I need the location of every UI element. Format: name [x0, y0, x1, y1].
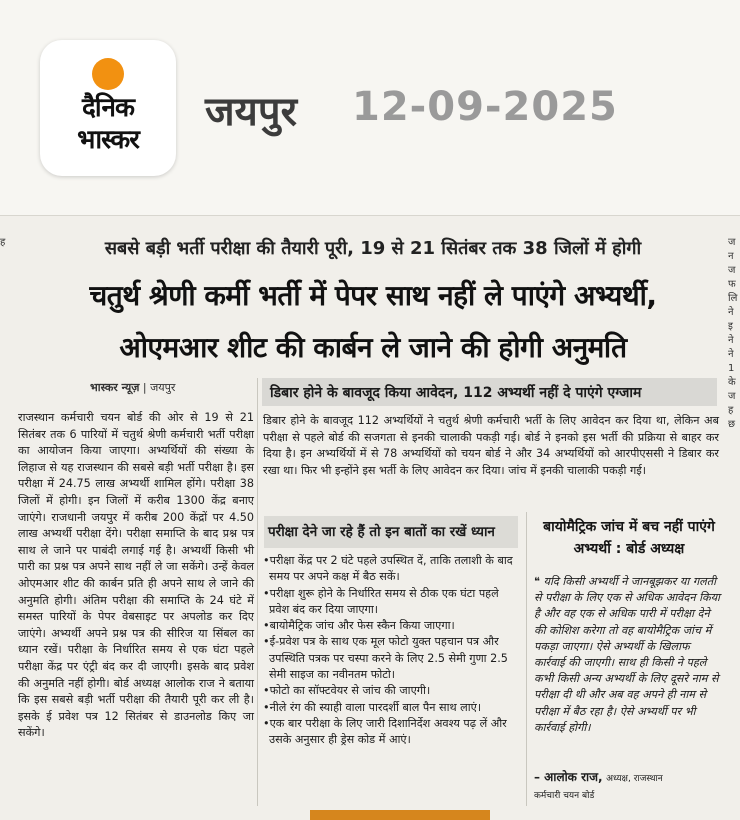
logo-text-line1: दैनिक: [82, 93, 134, 123]
column-rule-right: [526, 512, 527, 806]
tips-list: [263, 553, 519, 749]
dainik-bhaskar-logo: [40, 40, 176, 176]
column-rule-left: [257, 378, 258, 806]
quote-text: यदि किसी अभ्यर्थी ने जानबूझकर या गलती से परीक्षा के लिए एक से अधिक आवेदन किया है और वह एक से अधिक पारी में परीक्षा देने की कोशिश करेगा तो वह बायोमैट्रिक जांच में पकड़ा जाएगा। ऐसे अभ्यर्थी के खिलाफ कार्रवाई की जाएगी। साथ ही किसी ने पहले कभी किसी अन्य अभ्यर्थी के लिए दूसरे नाम से परीक्षा दी थी और अब वह अपने ही नाम से परीक्षा में बैठ रहा है। ऐसे अभ्यर्थी पर भी कार्रवाई होगी।: [534, 575, 720, 734]
edition-date: 12-09-2025: [352, 84, 618, 130]
quote-role-line1: अध्यक्ष, राजस्थान: [606, 774, 663, 784]
main-story-body: राजस्थान कर्मचारी चयन बोर्ड की ओर से 19 से 21 सितंबर तक 6 पारियों में चतुर्थ श्रेणी कर्मचारी भर्ती परीक्षा का आयोजन किया जाएगा। अभ्यर्थियों की संख्या के लिहाज से यह राजस्थान की सबसे बड़ी भर्ती परीक्षा है। इस परीक्षा में 24.75 लाख अभ्यर्थी शामिल होंगे। परीक्षा 38 जिलों में होगी। इन जिलों में करीब 1300 केंद्र बनाए जाएंगे। राजधानी जयपुर में करीब 200 केंद्रों पर 4.50 लाख अभ्यर्थी परीक्षा देंगे। परीक्षा समाप्ति के बाद प्रश्न पत्र साथ ले जाने पर पाबंदी लगाई गई है। अभ्यर्थी किसी भी पारी का प्रश्न पत्र अपने साथ नहीं ले जा सकेंगे। उन्हें केवल ओएमआर शीट की कार्बन प्रति ही अपने साथ ले जाने की अनुमति होगी। अंतिम परीक्षा की समाप्ति के 24 घंटे में समस्त पारियों के पेपर वेबसाइट पर अपलोड कर दिए जाएंगे। अभ्यर्थी अपने प्रश्न पत्र की सीरिज या सिंबल का ध्यान रखें। परीक्षा के निर्धारित समय से एक घंटा पहले परीक्षा केंद्र पर एंट्री बंद कर दी जाएगी। इसके बाद प्रवेश की अनुमति नहीं होगी। बोर्ड अध्यक्ष आलोक राज ने बताया कि इस सबसे बड़ी भर्ती परीक्षा की तैयारी पूरी कर ली है। इसके ई प्रवेश पत्र 12 सितंबर से डाउनलोड किए जा सकेंगे।: [18, 411, 254, 740]
debar-story-body: डिबार होने के बावजूद 112 अभ्यर्थियों ने चतुर्थ श्रेणी कर्मचारी भर्ती के लिए आवेदन कर दिया था, लेकिन अब परीक्षा से पहले बोर्ड की सजगता से इनकी चालाकी पकड़ी गई। बोर्ड ने इनको इस भर्ती की प्रक्रिया से बाहर कर दिया है। इन अभ्यर्थियों में से 78 अभ्यर्थियों को चयन बोर्ड ने और 34 अभ्यर्थियों को आरपीएससी ने डिबार कर रखा था। फिर भी इन्होंने इस भर्ती के लिए आवेदन कर दिया। जांच में इनकी चालाकी पकड़ी गई।: [263, 414, 719, 477]
quote-block: [534, 574, 722, 736]
bottom-accent-bar: [310, 810, 490, 820]
quote-title: बायोमैट्रिक जांच में बच नहीं पाएंगे अभ्यर्थी : बोर्ड अध्यक्ष: [543, 519, 715, 557]
headline-line-2: ओएमआर शीट की कार्बन ले जाने की होगी अनुमति: [119, 331, 627, 364]
byline: भास्कर न्यूज़ | जयपुर: [90, 381, 176, 394]
quote-mark-icon: ❝: [534, 575, 540, 588]
left-column-fragment: ह: [0, 237, 6, 248]
logo-text-line2: भास्कर: [77, 125, 139, 155]
tips-title: परीक्षा देने जा रहे हैं तो इन बातों का रखें ध्यान: [268, 524, 495, 540]
sun-icon: [92, 58, 124, 90]
edition-city: जयपुर: [205, 89, 297, 135]
article-kicker: सबसे बड़ी भर्ती परीक्षा की तैयारी पूरी, 19 से 21 सितंबर तक 38 जिलों में होगी: [104, 238, 642, 259]
app-header: [0, 0, 740, 215]
quote-name: – आलोक राज,: [534, 770, 603, 784]
right-column-fragment: ज न ज फ लि ने इ ने ने 1 के ज ह छ: [728, 237, 738, 430]
quote-signature: [534, 768, 724, 785]
tip-item: • नीले रंग की स्याही वाला पारदर्शी बाल पैन साथ लाएं।: [263, 700, 519, 716]
tip-item: • बायोमैट्रिक जांच और फेस स्कैन किया जाएगा।: [263, 618, 519, 634]
subhead-title: डिबार होने के बावजूद किया आवेदन, 112 अभ्यर्थी नहीं दे पाएंगे एग्जाम: [270, 385, 642, 401]
tip-item: • परीक्षा केंद्र पर 2 घंटे पहले उपस्थित दें, ताकि तलाशी के बाद समय पर अपने कक्ष में बैठ सकें।: [263, 553, 519, 586]
tip-item: • एक बार परीक्षा के लिए जारी दिशानिर्देश अवश्य पढ़ लें और उसके अनुसार ही ड्रेस कोड में आएं।: [263, 716, 519, 749]
tip-item: • फोटो का सॉफ्टवेयर से जांच की जाएगी।: [263, 683, 519, 699]
headline-line-1: चतुर्थ श्रेणी कर्मी भर्ती में पेपर साथ नहीं ले पाएंगे अभ्यर्थी,: [89, 279, 657, 312]
byline-source: भास्कर न्यूज़: [90, 381, 140, 394]
tip-item: • परीक्षा शुरू होने के निर्धारित समय से ठीक एक घंटा पहले प्रवेश बंद कर दिया जाएगा।: [263, 586, 519, 619]
tip-item: • ई-प्रवेश पत्र के साथ एक मूल फोटो युक्त पहचान पत्र और उपस्थिति पत्रक पर चस्पा करने के लिए 2.5 सेमी गुणा 2.5 सेमी साइज का नवीनतम फोटो।: [263, 634, 519, 683]
quote-role-line2: कर्मचारी चयन बोर्ड: [534, 791, 595, 801]
byline-city: जयपुर: [150, 381, 176, 394]
